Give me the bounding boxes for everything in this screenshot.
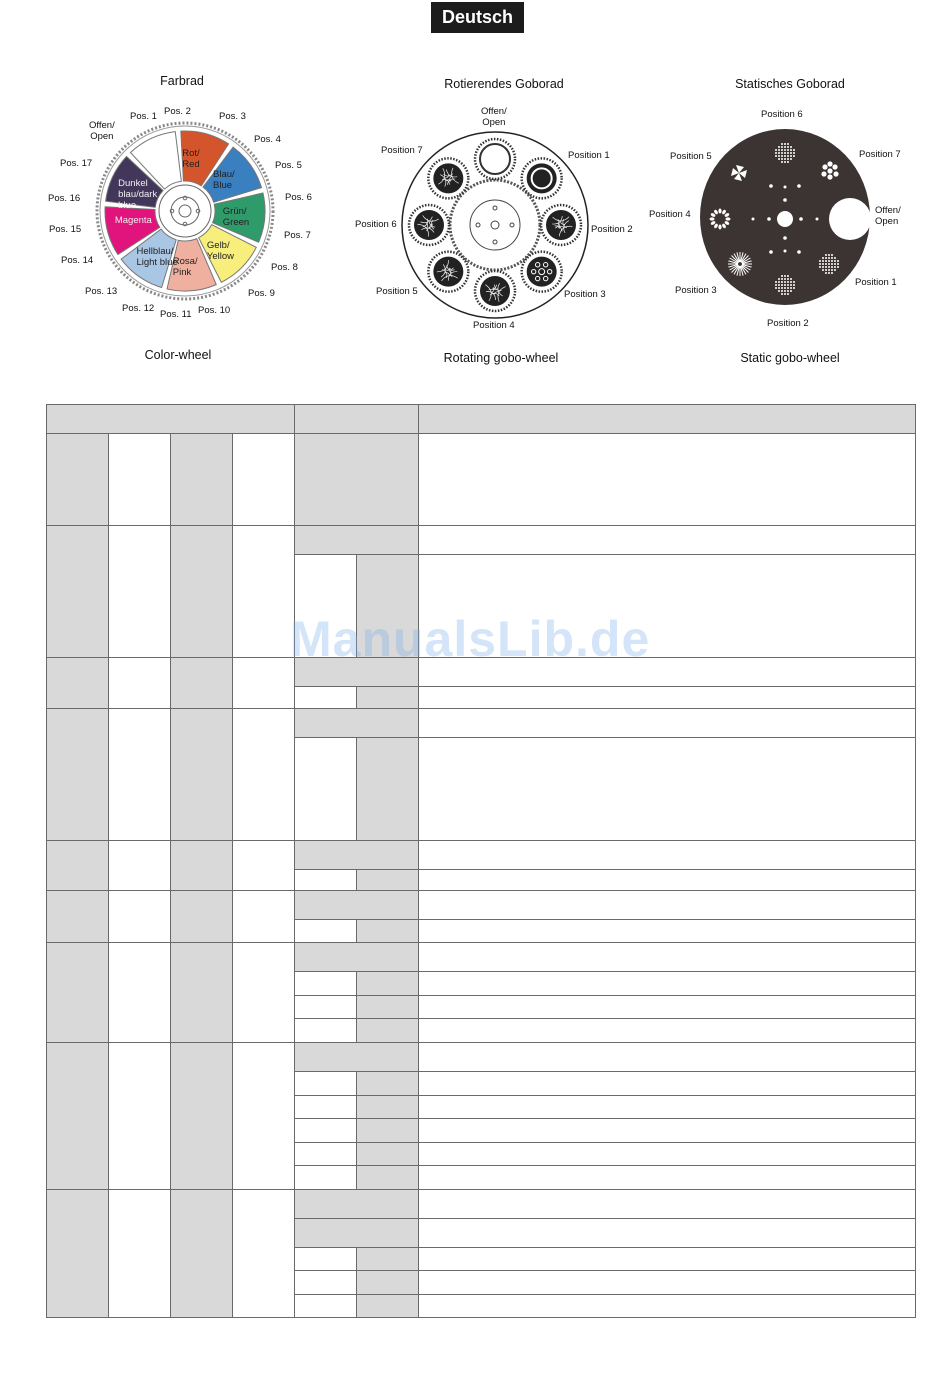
sg-center-dot — [784, 250, 787, 253]
color-wheel-caption: Color-wheel — [144, 348, 212, 362]
rotating-gobo-caption: Rotating gobo-wheel — [443, 351, 559, 365]
sg-label-pos5: Position 5 — [670, 151, 712, 162]
rg-label-pos1: Position 1 — [568, 150, 610, 161]
rg-gobo-6 — [409, 205, 449, 245]
sg-label-pos6: Position 6 — [761, 109, 803, 120]
static-gobo-diagram — [699, 128, 871, 306]
language-tag: Deutsch — [431, 2, 524, 33]
cw-label-pos9: Pos. 9 — [248, 288, 275, 299]
sg-center-dot — [799, 217, 803, 221]
static-gobo-caption: Static gobo-wheel — [740, 351, 840, 365]
rg-label-open: Offen/ Open — [481, 106, 507, 128]
rg-gobo-7 — [428, 158, 468, 198]
sg-center-dot — [769, 184, 773, 188]
sg-center-dot — [784, 186, 787, 189]
cw-label-pos16: Pos. 16 — [48, 193, 81, 204]
cw-segment-label-2: Blau/ Blue — [213, 169, 235, 192]
sg-label-open: Offen/ Open — [875, 205, 901, 227]
sg-center-dot — [767, 217, 771, 221]
sg-label-pos2: Position 2 — [767, 318, 809, 329]
sg-center-dot — [752, 218, 755, 221]
cw-label-open: Offen/ Open — [89, 120, 115, 142]
cw-label-pos10: Pos. 10 — [198, 305, 231, 316]
cw-segment-label-7: Magenta — [114, 215, 152, 227]
cw-label-pos7: Pos. 7 — [284, 230, 311, 241]
cw-label-pos5: Pos. 5 — [275, 160, 302, 171]
cw-label-pos8: Pos. 8 — [271, 262, 298, 273]
rg-label-pos2: Position 2 — [591, 224, 633, 235]
rotating-gobo-title: Rotierendes Goborad — [444, 77, 564, 91]
static-gobo-title: Statisches Goborad — [735, 77, 845, 91]
cw-segment-label-3: Grün/ Green — [222, 205, 250, 228]
rg-gobo-5 — [428, 252, 468, 292]
cw-label-pos15: Pos. 15 — [49, 224, 82, 235]
sg-center-dot — [783, 198, 787, 202]
cw-segment-label-5: Rosa/ Pink — [172, 255, 198, 278]
cw-label-pos6: Pos. 6 — [285, 192, 312, 203]
rg-gobo-4 — [475, 271, 515, 311]
sg-label-pos4: Position 4 — [649, 209, 691, 220]
rg-gobo-2 — [541, 205, 581, 245]
cw-label-pos1: Pos. 1 — [130, 111, 157, 122]
cw-segment-label-6: Hellblau/ Light blue — [136, 246, 178, 269]
cw-segment-label-8: Dunkel blau/dark blue — [118, 177, 158, 211]
cw-label-pos3: Pos. 3 — [219, 111, 246, 122]
rg-gobo-1 — [522, 158, 562, 198]
cw-label-pos11: Pos. 11 — [160, 309, 192, 320]
sg-label-pos7: Position 7 — [859, 149, 901, 160]
dmx-channel-table — [46, 404, 916, 1318]
rg-gobo-open — [475, 139, 515, 179]
cw-segment-label-4: Gelb/ Yellow — [206, 239, 235, 262]
sg-center-dot — [769, 250, 773, 254]
rg-gobo-3 — [522, 252, 562, 292]
sg-center-dot — [797, 250, 801, 254]
color-wheel-title: Farbrad — [160, 74, 204, 88]
cw-label-pos12: Pos. 12 — [122, 303, 155, 314]
watermark: ManualsLib.de — [290, 611, 651, 667]
cw-label-pos2: Pos. 2 — [164, 106, 191, 117]
cw-segment-label-1: Rot/ Red — [182, 147, 200, 170]
rg-label-pos5: Position 5 — [376, 286, 418, 297]
cw-label-pos14: Pos. 14 — [61, 255, 94, 266]
rg-label-pos6: Position 6 — [355, 219, 397, 230]
sg-label-pos3: Position 3 — [675, 285, 717, 296]
sg-center-dot — [783, 236, 787, 240]
sg-label-pos1: Position 1 — [855, 277, 897, 288]
cw-label-pos17: Pos. 17 — [60, 158, 93, 169]
sg-center-dot — [816, 218, 819, 221]
cw-label-pos4: Pos. 4 — [254, 134, 281, 145]
rg-label-pos3: Position 3 — [564, 289, 606, 300]
rg-label-pos4: Position 4 — [473, 320, 515, 331]
rotating-gobo-diagram — [400, 130, 590, 320]
rg-label-pos7: Position 7 — [381, 145, 423, 156]
sg-center-dot — [797, 184, 801, 188]
cw-label-pos13: Pos. 13 — [85, 286, 118, 297]
